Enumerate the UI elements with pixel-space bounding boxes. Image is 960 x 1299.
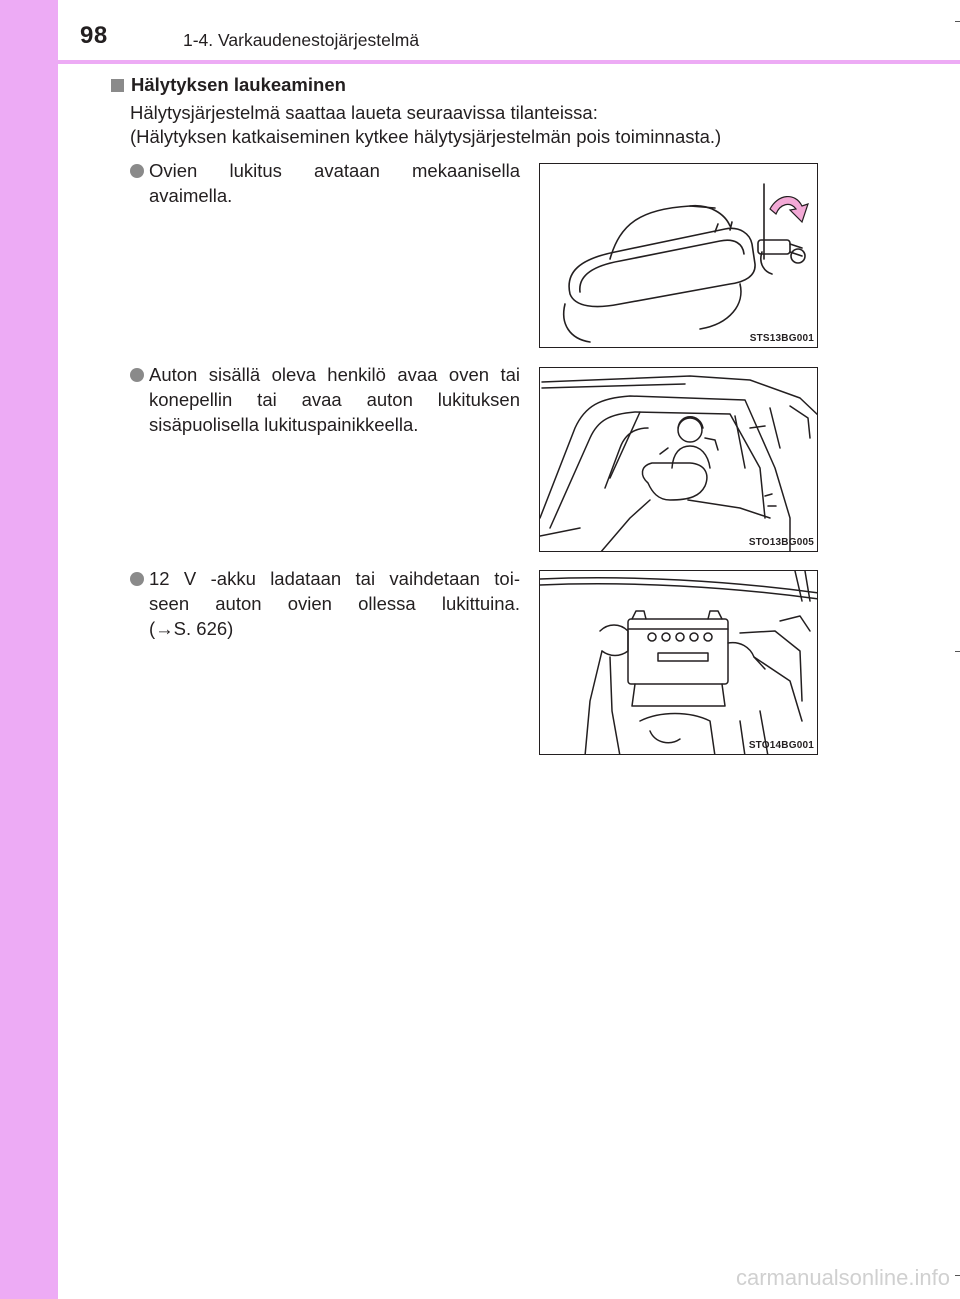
page-reference-link[interactable]: (→S. 626) [149, 618, 234, 639]
figure-code: STO13BG005 [748, 537, 814, 548]
list-item-line: konepellin tai avaa auton lukituksen [149, 389, 520, 410]
watermark[interactable]: carmanualsonline.info [735, 1265, 950, 1290]
list-item-line: 12 V -akku ladataan tai vaihdetaan toi- [149, 568, 520, 589]
rotate-arrow-icon [770, 197, 808, 222]
intro-note: (Hälytyksen katkaiseminen kytkee hälytysjärjestelmän pois toiminnasta.) [130, 126, 722, 147]
list-item [130, 362, 520, 437]
figure-code: STO14BG001 [748, 740, 814, 751]
list-item-line: Auton sisällä oleva henkilö avaa oven tai [149, 364, 520, 385]
figure-door-handle [539, 163, 818, 348]
crop-mark [955, 21, 960, 22]
side-color-strip [0, 0, 58, 1299]
intro-text: Hälytysjärjestelmä saattaa laueta seuraavissa tilanteissa: [130, 102, 598, 123]
section-heading-text: Hälytyksen laukeaminen [131, 74, 346, 95]
door-handle-key-illustration [540, 164, 818, 348]
header-divider [58, 60, 960, 64]
list-item [130, 566, 520, 641]
chapter-title: 1-4. Varkaudenestojärjestelmä [183, 30, 420, 50]
list-item-line: Ovien lukitus avataan mekaanisella [149, 160, 520, 181]
circle-bullet-icon [130, 368, 144, 382]
section-heading [111, 74, 346, 96]
battery-replacement-illustration [540, 571, 818, 755]
figure-code: STS13BG001 [749, 333, 814, 344]
page-number: 98 [80, 22, 108, 49]
figure-person-in-car [539, 367, 818, 552]
list-item-line: seen auton ovien ollessa lukittuina. [149, 593, 520, 614]
circle-bullet-icon [130, 164, 144, 178]
figure-battery [539, 570, 818, 755]
square-bullet-icon [111, 79, 124, 92]
list-item-line: avaimella. [149, 185, 233, 206]
crop-mark [955, 1275, 960, 1276]
person-in-car-illustration [540, 368, 818, 552]
circle-bullet-icon [130, 572, 144, 586]
crop-mark [955, 651, 960, 652]
list-item-line: sisäpuolisella lukituspainikkeella. [149, 414, 419, 435]
list-item [130, 158, 520, 208]
